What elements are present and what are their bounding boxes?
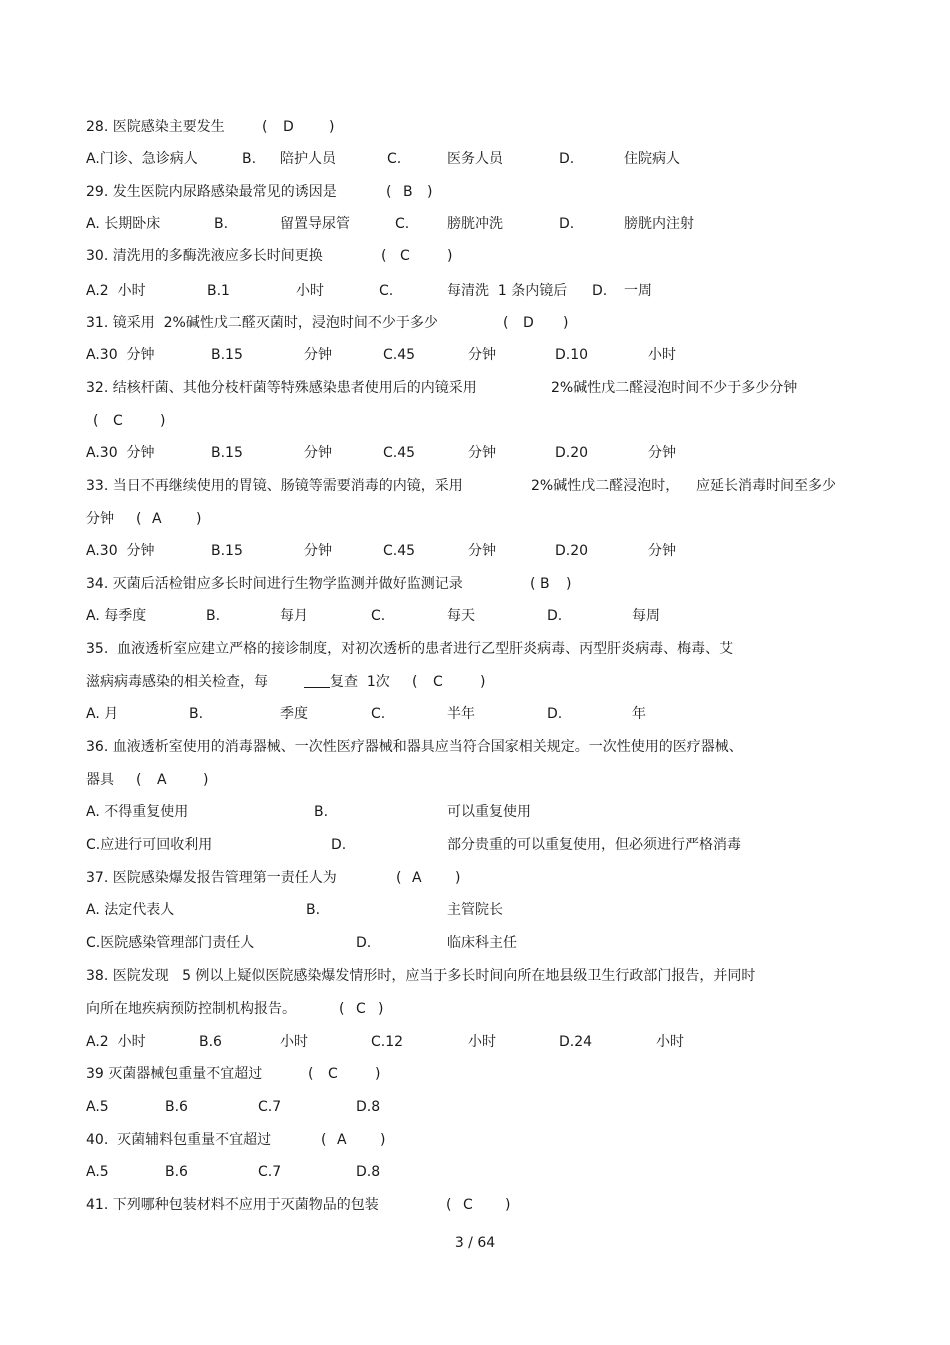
- text-segment: 每月: [280, 608, 308, 624]
- text-segment: D: [283, 119, 294, 135]
- text-segment: 30. 清洗用的多酶洗液应多长时间更换: [86, 248, 323, 264]
- text-line: [0, 899, 950, 921]
- text-segment: 40. 灭菌辅料包重量不宜超过: [86, 1132, 272, 1148]
- text-segment: 半年: [447, 706, 475, 722]
- text-segment: 35. 血液透析室应建立严格的接诊制度，对初次透析的患者进行乙型肝炎病毒、丙型肝炎病毒、梅毒、艾: [86, 641, 734, 657]
- text-segment: C.45: [383, 347, 416, 363]
- text-segment: 32. 结核杆菌、其他分枝杆菌等特殊感染患者使用后的内镜采用: [86, 380, 477, 396]
- text-line: [0, 998, 950, 1020]
- text-segment: C.45: [383, 543, 416, 559]
- text-segment: B.: [242, 151, 257, 167]
- text-segment: 小时: [648, 347, 676, 363]
- text-line: [0, 867, 950, 889]
- text-segment: ): [563, 315, 569, 331]
- text-segment: C: [113, 413, 123, 429]
- text-segment: ): [380, 1132, 386, 1148]
- text-segment: C.7: [258, 1164, 282, 1180]
- text-segment: 每清洗 1 条内镜后: [447, 283, 568, 299]
- text-segment: B.15: [211, 543, 243, 559]
- text-segment: 41. 下列哪种包装材料不应用于灭菌物品的包装: [86, 1197, 379, 1213]
- text-segment: D.: [559, 151, 575, 167]
- text-line: [0, 1161, 950, 1183]
- text-segment: B.6: [165, 1164, 188, 1180]
- text-segment: B.: [306, 902, 321, 918]
- text-segment: (: [412, 674, 418, 690]
- text-segment: A.30 分钟: [86, 445, 155, 461]
- text-segment: A. 月: [86, 706, 119, 722]
- page-number: 3 / 64: [454, 1235, 496, 1251]
- text-segment: 分钟: [86, 511, 114, 527]
- text-segment: 38. 医院发现 5 例以上疑似医院感染爆发情形时，应当于多长时间向所在地县级卫生行政部门报告，并同时: [86, 968, 756, 984]
- text-segment: (: [308, 1066, 314, 1082]
- text-segment: D.20: [555, 543, 589, 559]
- text-line: [0, 1031, 950, 1053]
- text-line: [0, 1194, 950, 1216]
- text-segment: D.24: [559, 1034, 593, 1050]
- text-segment: ): [427, 184, 433, 200]
- blank-underline: [304, 673, 330, 688]
- text-segment: C: [433, 674, 443, 690]
- text-segment: A. 法定代表人: [86, 902, 175, 918]
- text-segment: B.1: [207, 283, 230, 299]
- text-segment: 器具: [86, 772, 114, 788]
- text-segment: C: [400, 248, 410, 264]
- text-segment: B.6: [165, 1099, 188, 1115]
- text-segment: B: [403, 184, 413, 200]
- text-segment: A.2 小时: [86, 1034, 146, 1050]
- text-segment: D.: [559, 216, 575, 232]
- text-segment: 部分贵重的可以重复使用，但必须进行严格消毒: [447, 837, 741, 853]
- text-segment: 留置导尿管: [280, 216, 350, 232]
- text-segment: ): [480, 674, 486, 690]
- text-segment: 分钟: [648, 445, 676, 461]
- text-segment: 应延长消毒时间至多少: [696, 478, 836, 494]
- text-segment: A: [337, 1132, 347, 1148]
- text-segment: B.: [214, 216, 229, 232]
- text-segment: C.: [379, 283, 394, 299]
- text-segment: (: [396, 870, 402, 886]
- text-segment: D: [523, 315, 534, 331]
- text-segment: A.5: [86, 1164, 109, 1180]
- text-segment: 季度: [280, 706, 308, 722]
- text-line: [0, 280, 950, 302]
- text-segment: B.: [189, 706, 204, 722]
- fill-blank: [304, 671, 331, 693]
- text-segment: ): [566, 576, 572, 592]
- text-segment: B.: [314, 804, 329, 820]
- text-segment: 每天: [447, 608, 475, 624]
- text-segment: C.应进行可回收利用: [86, 837, 213, 853]
- text-line: [0, 344, 950, 366]
- text-segment: ): [329, 119, 335, 135]
- text-segment: (: [503, 315, 509, 331]
- text-segment: 分钟: [304, 347, 332, 363]
- text-segment: A. 长期卧床: [86, 216, 161, 232]
- text-segment: B.15: [211, 347, 243, 363]
- text-segment: D.: [356, 935, 372, 951]
- text-segment: C: [328, 1066, 338, 1082]
- text-segment: 小时: [280, 1034, 308, 1050]
- text-segment: A.30 分钟: [86, 347, 155, 363]
- text-segment: B.6: [199, 1034, 222, 1050]
- text-line: [0, 181, 950, 203]
- text-segment: 分钟: [648, 543, 676, 559]
- text-line: [0, 1129, 950, 1151]
- text-segment: ): [447, 248, 453, 264]
- text-line: [0, 475, 950, 497]
- text-segment: C: [463, 1197, 473, 1213]
- text-segment: 2%碱性戊二醛浸泡时间不少于多少分钟: [551, 380, 798, 396]
- text-segment: 可以重复使用: [447, 804, 531, 820]
- text-segment: 分钟: [304, 445, 332, 461]
- text-segment: 33. 当日不再继续使用的胃镜、肠镜等需要消毒的内镜，采用: [86, 478, 463, 494]
- text-segment: ): [160, 413, 166, 429]
- text-segment: (: [530, 576, 536, 592]
- text-segment: 膀胱冲洗: [447, 216, 503, 232]
- text-segment: 滋病病毒感染的相关检查，每: [86, 674, 268, 690]
- text-line: [0, 410, 950, 432]
- text-segment: C.: [395, 216, 410, 232]
- text-line: [0, 769, 950, 791]
- text-line: [0, 965, 950, 987]
- text-segment: ): [505, 1197, 511, 1213]
- text-segment: (: [136, 772, 142, 788]
- text-line: [0, 573, 950, 595]
- text-segment: D.8: [356, 1099, 381, 1115]
- text-line: [0, 671, 950, 693]
- text-segment: D.: [331, 837, 347, 853]
- text-segment: C.: [371, 608, 386, 624]
- text-segment: (: [93, 413, 99, 429]
- text-segment: A: [157, 772, 167, 788]
- text-segment: D.: [592, 283, 608, 299]
- text-segment: 36. 血液透析室使用的消毒器械、一次性医疗器械和器具应当符合国家相关规定。一次性使用的医疗器械、: [86, 739, 743, 755]
- text-line: [0, 703, 950, 725]
- text-line: [0, 736, 950, 758]
- text-segment: C: [356, 1001, 366, 1017]
- text-segment: A.5: [86, 1099, 109, 1115]
- text-line: [0, 834, 950, 856]
- text-line: [0, 801, 950, 823]
- text-segment: 年: [632, 706, 646, 722]
- text-segment: 小时: [468, 1034, 496, 1050]
- text-segment: D.: [547, 706, 563, 722]
- text-segment: 31. 镜采用 2%碱性戊二醛灭菌时，浸泡时间不少于多少: [86, 315, 438, 331]
- text-segment: C.: [371, 706, 386, 722]
- text-segment: 39 灭菌器械包重量不宜超过: [86, 1066, 263, 1082]
- text-segment: 2%碱性戊二醛浸泡时，: [531, 478, 680, 494]
- text-segment: C.12: [371, 1034, 404, 1050]
- text-segment: ): [196, 511, 202, 527]
- text-line: [0, 377, 950, 399]
- text-segment: C.7: [258, 1099, 282, 1115]
- text-segment: 28. 医院感染主要发生: [86, 119, 225, 135]
- text-segment: A. 不得重复使用: [86, 804, 189, 820]
- text-segment: ): [203, 772, 209, 788]
- text-line: [0, 245, 950, 267]
- text-segment: 分钟: [468, 347, 496, 363]
- text-segment: (: [446, 1197, 452, 1213]
- text-segment: C.: [387, 151, 402, 167]
- text-line: [0, 540, 950, 562]
- text-segment: A. 每季度: [86, 608, 147, 624]
- text-segment: D.8: [356, 1164, 381, 1180]
- text-segment: 住院病人: [624, 151, 680, 167]
- text-line: [0, 116, 950, 138]
- text-segment: 向所在地疾病预防控制机构报告。: [86, 1001, 296, 1017]
- text-line: [0, 442, 950, 464]
- text-segment: 分钟: [468, 445, 496, 461]
- text-segment: 膀胱内注射: [624, 216, 694, 232]
- text-line: [0, 638, 950, 660]
- text-segment: (: [381, 248, 387, 264]
- text-segment: (: [321, 1132, 327, 1148]
- text-segment: (: [136, 511, 142, 527]
- text-segment: A.30 分钟: [86, 543, 155, 559]
- text-segment: ): [375, 1066, 381, 1082]
- text-segment: 医务人员: [447, 151, 503, 167]
- text-segment: 每周: [632, 608, 660, 624]
- text-line: [0, 1063, 950, 1085]
- text-segment: (: [262, 119, 268, 135]
- text-segment: ): [455, 870, 461, 886]
- text-segment: A: [152, 511, 162, 527]
- text-line: [0, 148, 950, 170]
- text-line: [0, 932, 950, 954]
- text-segment: D.: [547, 608, 563, 624]
- text-segment: D.10: [555, 347, 589, 363]
- text-segment: C.45: [383, 445, 416, 461]
- text-segment: ): [378, 1001, 384, 1017]
- text-segment: 陪护人员: [280, 151, 336, 167]
- text-segment: 29. 发生医院内尿路感染最常见的诱因是: [86, 184, 337, 200]
- text-segment: D.20: [555, 445, 589, 461]
- text-segment: 临床科主任: [447, 935, 517, 951]
- text-segment: (: [386, 184, 392, 200]
- text-segment: B.: [206, 608, 221, 624]
- text-line: [0, 605, 950, 627]
- text-segment: A: [412, 870, 422, 886]
- text-line: [0, 1096, 950, 1118]
- text-segment: 34. 灭菌后活检钳应多长时间进行生物学监测并做好监测记录: [86, 576, 463, 592]
- text-segment: 一周: [624, 283, 652, 299]
- text-segment: B: [540, 576, 550, 592]
- text-line: [0, 312, 950, 334]
- text-segment: A.门诊、急诊病人: [86, 151, 198, 167]
- text-line: [0, 213, 950, 235]
- text-segment: 分钟: [468, 543, 496, 559]
- text-segment: 小时: [296, 283, 324, 299]
- text-segment: 主管院长: [447, 902, 503, 918]
- text-segment: A.2 小时: [86, 283, 146, 299]
- text-segment: 分钟: [304, 543, 332, 559]
- text-segment: 小时: [656, 1034, 684, 1050]
- text-line: [0, 508, 950, 530]
- text-segment: B.15: [211, 445, 243, 461]
- text-segment: 37. 医院感染爆发报告管理第一责任人为: [86, 870, 337, 886]
- text-segment: 复查 1次: [330, 674, 390, 690]
- text-segment: C.医院感染管理部门责任人: [86, 935, 255, 951]
- text-segment: (: [339, 1001, 345, 1017]
